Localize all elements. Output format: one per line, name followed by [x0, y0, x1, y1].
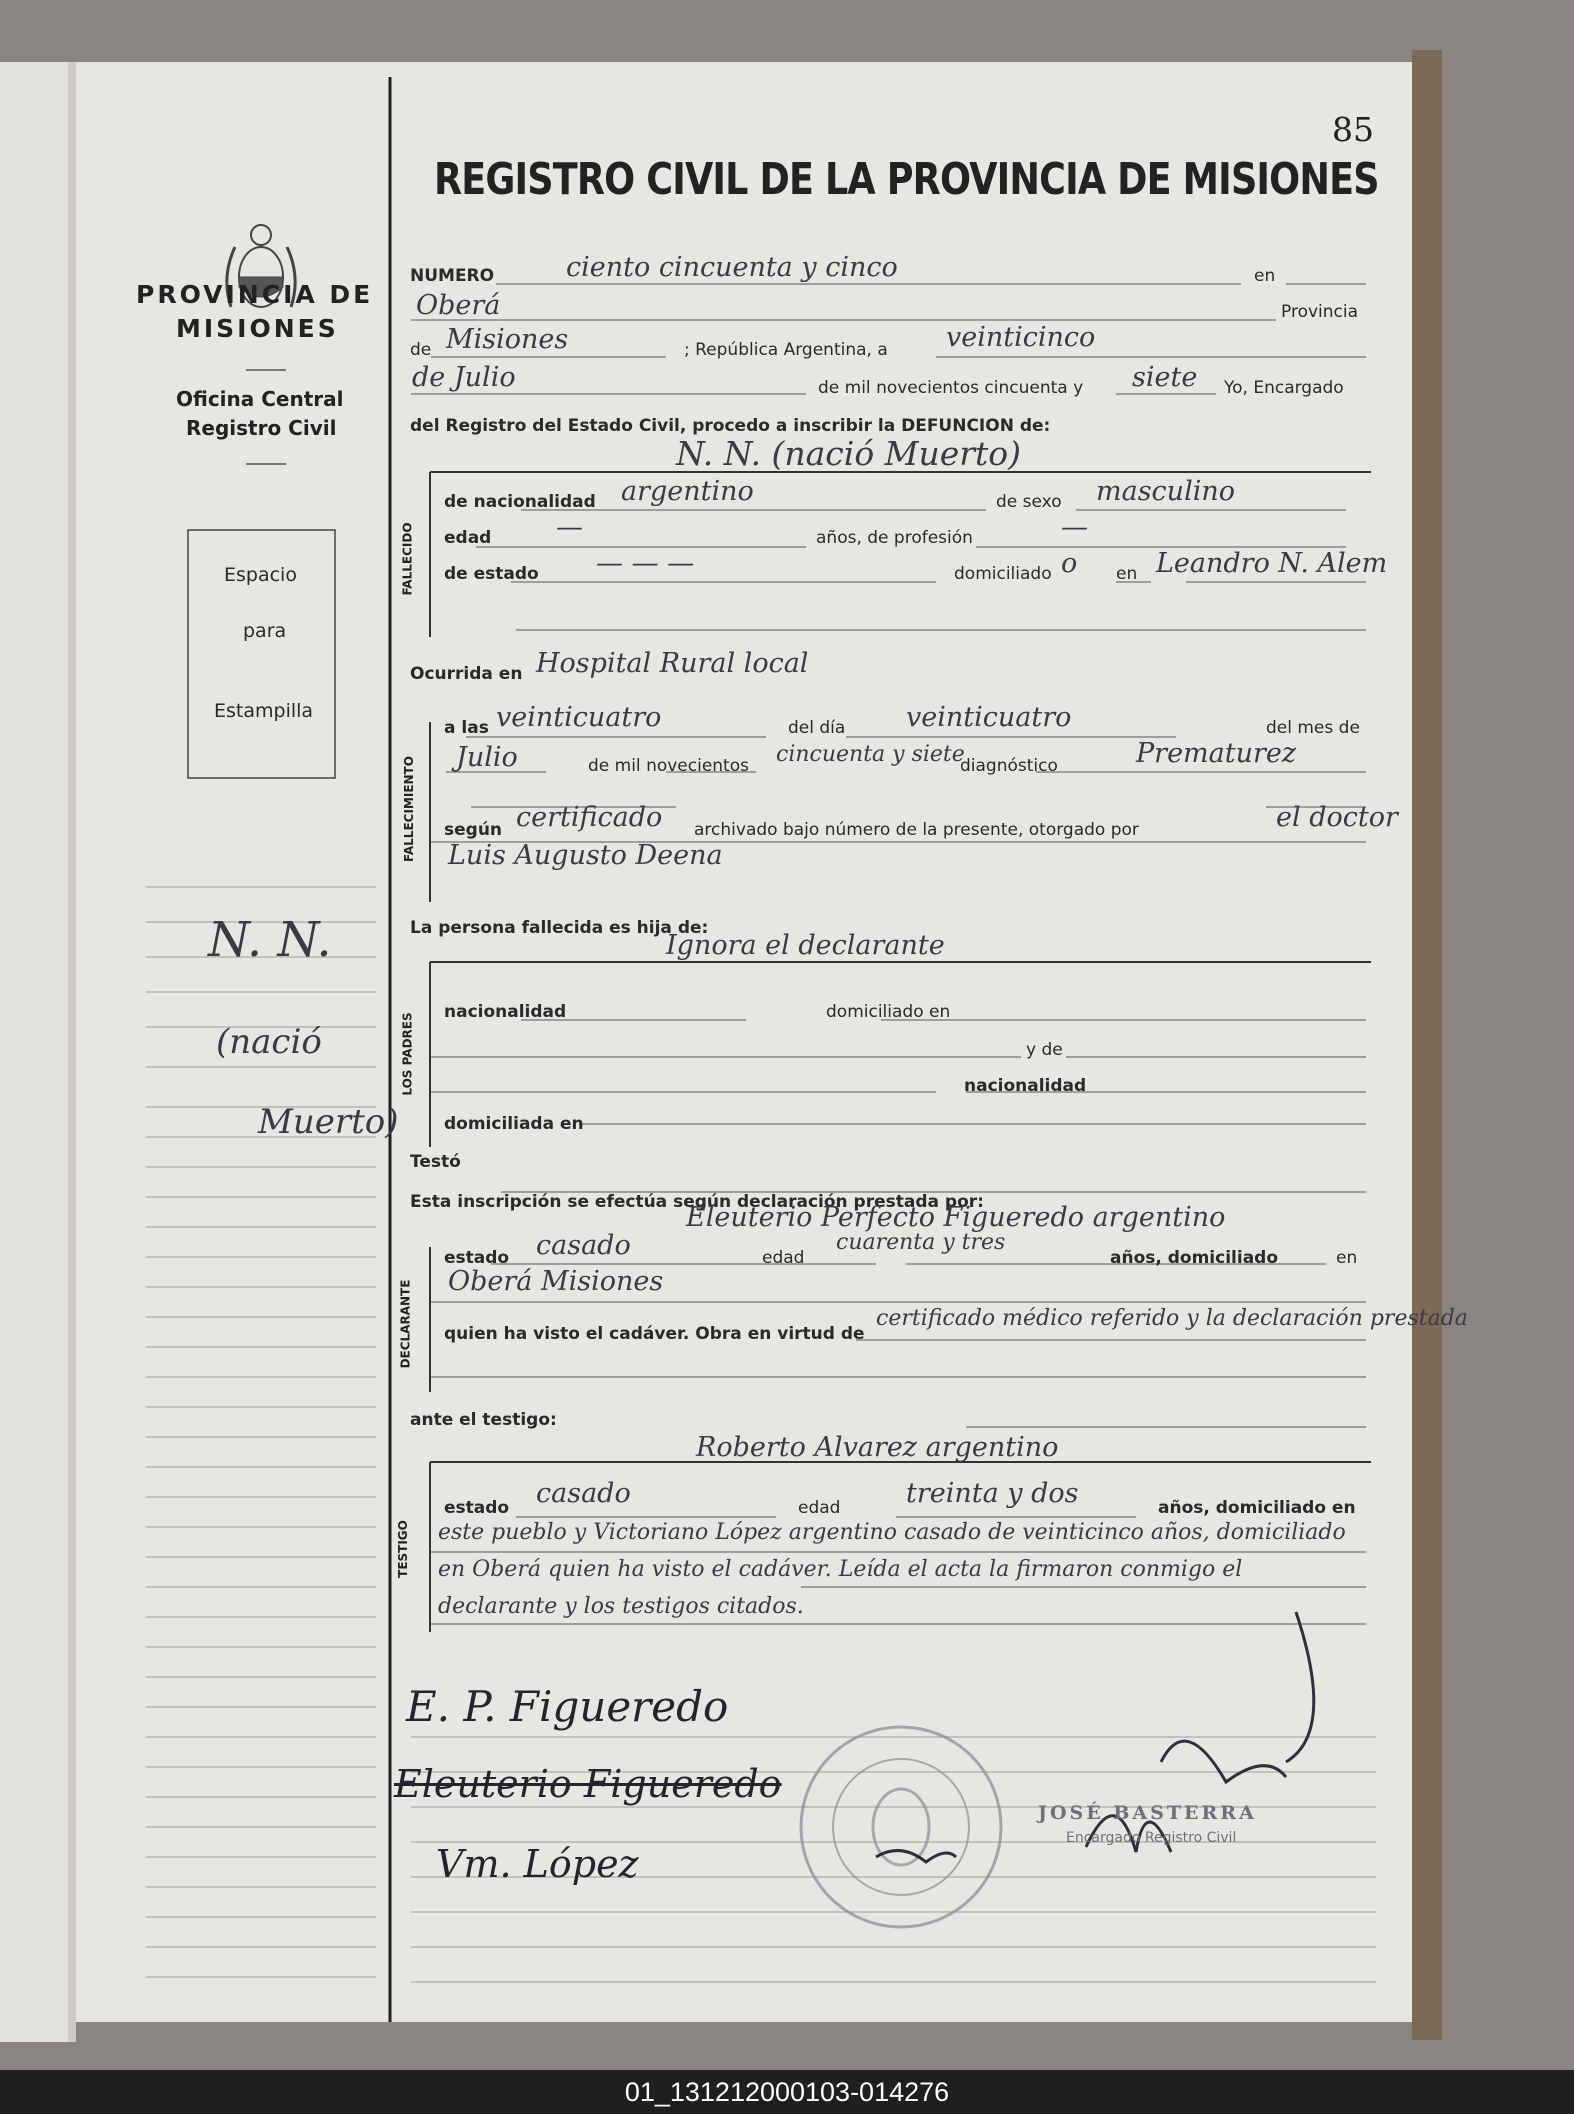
label-del-mes: del mes de — [1266, 718, 1360, 738]
value-numero: ciento cincuenta y cinco — [566, 252, 898, 283]
register-page — [76, 62, 1468, 2022]
label-en-decl: en — [1336, 1248, 1358, 1268]
label-republica: ; República Argentina, a — [684, 340, 888, 360]
value-sexo: masculino — [1096, 476, 1235, 507]
page-number: 85 — [1332, 110, 1374, 149]
value-edad: — — [556, 512, 583, 543]
value-declarante: Eleuterio Perfecto Figueredo argentino — [686, 1202, 1226, 1233]
label-sexo: de sexo — [996, 492, 1062, 512]
label-domiciliada-en: domiciliada en — [444, 1114, 584, 1134]
value-profesion: — — [1061, 512, 1088, 543]
label-edad-decl: edad — [762, 1248, 805, 1268]
label-persona-fallecida: La persona fallecida es hija de: — [410, 918, 709, 938]
label-mil-novecientos: de mil novecientos cincuenta y — [818, 378, 1084, 398]
label-quien-ha-visto: quien ha visto el cadáver. Obra en virtud de — [444, 1324, 865, 1344]
value-estado-test: casado — [536, 1478, 631, 1509]
label-testo: Testó — [410, 1152, 461, 1172]
value-ocurrida: Hospital Rural local — [536, 648, 809, 679]
label-del-dia: del día — [788, 718, 846, 738]
official-seal-icon — [801, 1727, 1001, 1927]
value-testigo: Roberto Alvarez argentino — [696, 1432, 1059, 1463]
margin-note-2: (nació — [216, 1022, 322, 1062]
previous-page-edge — [0, 62, 70, 2042]
value-anio: siete — [1132, 362, 1198, 393]
section-label-fallecimiento: FALLECIMIENTO — [401, 756, 416, 862]
section-label-fallecido: FALLECIDO — [400, 522, 415, 596]
label-en: en — [1254, 266, 1276, 286]
seal-name: JOSÉ BASTERRA — [1038, 1802, 1257, 1824]
label-archivado: archivado bajo número de la presente, otorgado por — [694, 820, 1139, 840]
stamp-space-label-2: para — [243, 620, 287, 642]
section-label-declarante: DECLARANTE — [398, 1279, 413, 1369]
label-nacionalidad-padre: nacionalidad — [444, 1002, 567, 1022]
label-domiciliado: domiciliado — [954, 564, 1052, 584]
margin-note: N. N. — [208, 912, 332, 968]
label-edad: edad — [444, 528, 492, 548]
book-spine — [68, 62, 76, 2042]
label-encargado: Yo, Encargado — [1224, 378, 1344, 398]
document-id: 01_131212000103-014276 — [0, 2070, 1574, 2114]
label-segun: según — [444, 820, 503, 840]
label-estado-decl: estado — [444, 1248, 510, 1268]
value-dia: veinticinco — [946, 322, 1096, 353]
office-label: Oficina Central — [176, 387, 344, 411]
label-diagnostico: diagnóstico — [960, 756, 1058, 776]
label-y-de: y de — [1026, 1040, 1063, 1060]
value-otorgado: el doctor — [1276, 802, 1398, 833]
label-numero: NUMERO — [410, 266, 495, 286]
value-provincia: Misiones — [446, 324, 569, 355]
label-nacionalidad-madre: nacionalidad — [964, 1076, 1087, 1096]
province-name: MISIONES — [176, 314, 339, 343]
value-padres: Ignora el declarante — [666, 930, 945, 961]
province-label: PROVINCIA DE — [136, 280, 374, 309]
label-domicilio-en: en — [1116, 564, 1138, 584]
value-nacionalidad: argentino — [621, 476, 754, 507]
value-estado: — — — — [596, 548, 695, 579]
value-doctor: Luis Augusto Deena — [448, 840, 723, 871]
value-en-virtud: certificado médico referido y la declaración prestada — [876, 1306, 1468, 1331]
value-lugar: Oberá — [416, 290, 501, 321]
value-diagnostico: Prematurez — [1136, 738, 1297, 769]
label-nacionalidad: de nacionalidad — [444, 492, 596, 512]
value-dia-fallec: veinticuatro — [906, 702, 1072, 733]
value-anio-fallec: cincuenta y siete — [776, 742, 965, 767]
book-cover-edge — [1412, 50, 1442, 2040]
value-edad-decl: cuarenta y tres — [836, 1230, 1006, 1255]
label-de-mil: de mil novecientos — [588, 756, 749, 776]
value-mes: de Julio — [412, 362, 516, 393]
stamp-space-label-3: Estampilla — [214, 700, 314, 722]
seal-title: Encargado Registro Civil — [1066, 1830, 1237, 1846]
value-domiciliado: o — [1061, 548, 1078, 579]
label-estado: de estado — [444, 564, 539, 584]
value-segun: certificado — [516, 802, 663, 833]
label-profesion: años, de profesión — [816, 528, 973, 548]
label-domiciliado-en: domiciliado en — [826, 1002, 951, 1022]
label-ante-testigo: ante el testigo: — [410, 1410, 557, 1430]
registry-label: Registro Civil — [186, 416, 337, 440]
label-provincia: Provincia — [1281, 302, 1359, 322]
value-texto-testigo: este pueblo y Victoriano López argentino casado de veinticinco años, domiciliado en Oberá quien ha visto el cadáver. Leída el acta la firmaron conmigo el declarante y los testigos citados. — [438, 1520, 1346, 1619]
label-inscripcion: Esta inscripción se efectúa según declaración prestada por: — [410, 1192, 984, 1212]
label-edad-test: edad — [798, 1498, 841, 1518]
value-domicilio: Leandro N. Alem — [1156, 548, 1388, 579]
value-domicilio-decl: Oberá Misiones — [448, 1266, 664, 1297]
page-title: REGISTRO CIVIL DE LA PROVINCIA DE MISIONES — [434, 154, 1379, 205]
label-anos-domic-test: años, domiciliado en — [1158, 1498, 1356, 1518]
section-label-testigo: TESTIGO — [395, 1520, 410, 1578]
value-estado-decl: casado — [536, 1230, 631, 1261]
value-mes-fallec: Julio — [456, 742, 518, 773]
label-defuncion: del Registro del Estado Civil, procedo a inscribir la DEFUNCION de: — [410, 416, 1051, 436]
signature-declarante: E. P. Figueredo — [406, 1682, 729, 1731]
label-a-las: a las — [444, 718, 489, 738]
label-estado-test: estado — [444, 1498, 510, 1518]
label-anos-domic-decl: años, domiciliado — [1110, 1248, 1279, 1268]
value-nombre: N. N. (nació Muerto) — [676, 434, 1022, 473]
section-label-padres: LOS PADRES — [400, 1012, 415, 1096]
stamp-space-label: Espacio — [224, 564, 297, 586]
signature-lopez: Vm. López — [436, 1842, 639, 1886]
value-edad-test: treinta y dos — [906, 1478, 1079, 1509]
label-ocurrida: Ocurrida en — [410, 664, 523, 684]
margin-note-3: Muerto) — [258, 1102, 399, 1142]
label-de: de — [410, 340, 432, 360]
signature-figueredo: Eleuterio Figueredo — [394, 1762, 782, 1806]
value-hora: veinticuatro — [496, 702, 662, 733]
